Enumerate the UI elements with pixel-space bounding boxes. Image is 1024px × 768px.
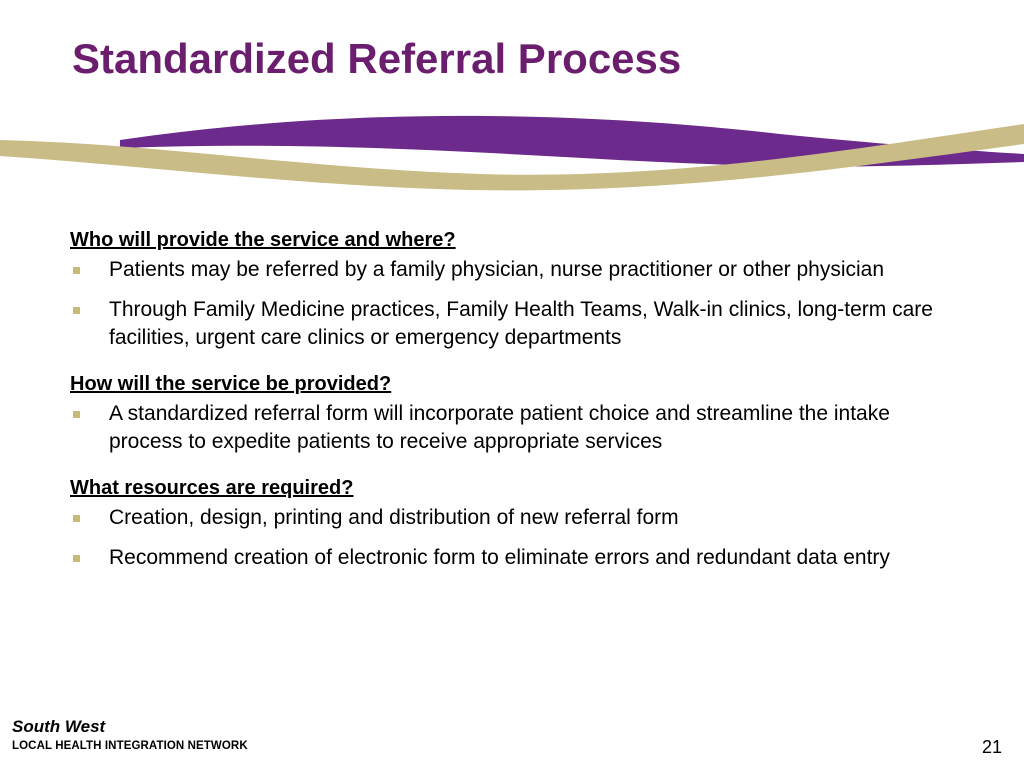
square-bullet-icon (73, 555, 80, 562)
section-who (70, 226, 960, 352)
section-heading: Who will provide the service and where? (70, 229, 456, 251)
page-number: 21 (981, 737, 1002, 757)
decorative-swoosh (0, 108, 1024, 198)
bullet-item (70, 504, 960, 532)
bullet-text: A standardized referral form will incorporate patient choice and streamline the intake process to expedite patients to receive appropriate services (109, 402, 890, 453)
square-bullet-icon (73, 307, 80, 314)
slide-content (70, 226, 960, 590)
bullet-text: Recommend creation of electronic form to eliminate errors and redundant data entry (109, 546, 890, 569)
bullet-item (70, 400, 960, 456)
slide-title: Standardized Referral Process (72, 35, 682, 82)
bullet-list (70, 256, 960, 352)
section-heading: How will the service be provided? (70, 373, 392, 395)
section-resources (70, 474, 960, 572)
bullet-item (70, 256, 960, 284)
logo-sub-text: LOCAL HEALTH INTEGRATION NETWORK (12, 740, 248, 752)
bullet-item (70, 296, 960, 352)
square-bullet-icon (73, 411, 80, 418)
bullet-list (70, 504, 960, 572)
logo-main-text: South West (12, 717, 106, 736)
square-bullet-icon (73, 267, 80, 274)
square-bullet-icon (73, 515, 80, 522)
bullet-list (70, 400, 960, 456)
section-heading: What resources are required? (70, 477, 354, 499)
bullet-text: Patients may be referred by a family physician, nurse practitioner or other physician (109, 258, 885, 281)
bullet-item (70, 544, 960, 572)
bullet-text: Through Family Medicine practices, Family Health Teams, Walk-in clinics, long-term care facilities, urgent care clinics or emergency departments (109, 298, 933, 349)
lhin-logo (12, 716, 248, 754)
section-how (70, 370, 960, 456)
bullet-text: Creation, design, printing and distribution of new referral form (109, 506, 679, 529)
